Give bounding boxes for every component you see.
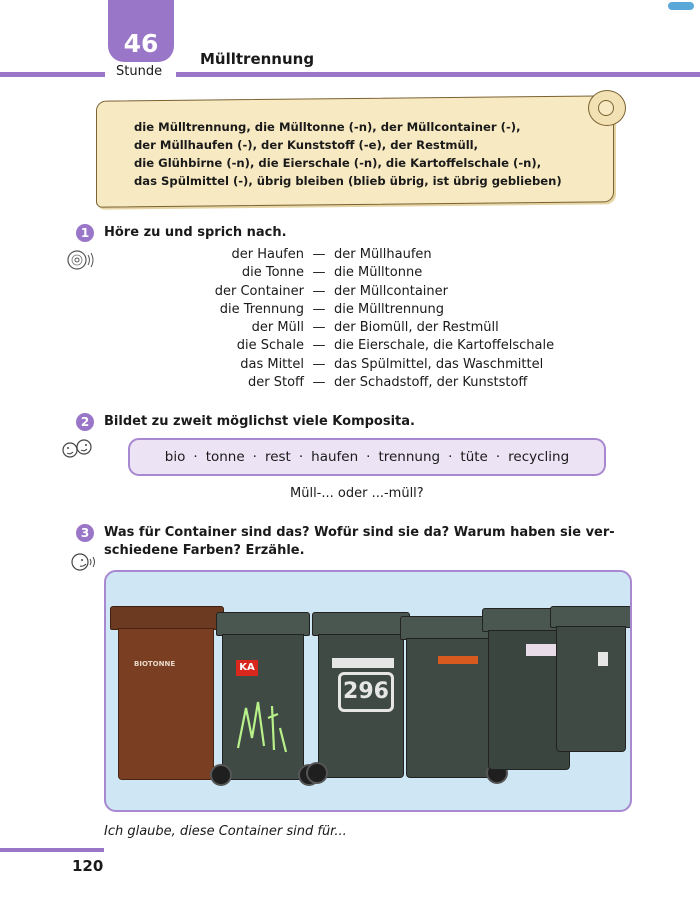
bin-label-ka: KA bbox=[236, 660, 258, 676]
word-pair-row bbox=[150, 337, 594, 355]
word-chip: tonne bbox=[205, 449, 245, 465]
vocabulary-line: die Glühbirne (-n), die Eierschale (-n), die Kartoffelschale (-n), bbox=[134, 156, 542, 170]
bin-wheel bbox=[306, 762, 328, 784]
scroll-curl-inner-decoration bbox=[598, 100, 614, 116]
vocabulary-list bbox=[134, 118, 604, 190]
word-chip: recycling bbox=[508, 449, 570, 465]
exercise-2-instruction: Bildet zu zweit möglichst viele Komposita. bbox=[104, 414, 415, 429]
word-pair-row bbox=[150, 319, 594, 337]
brown-bin bbox=[110, 606, 222, 782]
pair-base-word: das Mittel bbox=[240, 356, 304, 372]
footer-rule bbox=[0, 848, 104, 852]
exercise-3-instruction-line1: Was für Container sind das? Wofür sind sie da? Warum haben sie ver- bbox=[104, 525, 615, 540]
vocabulary-line: die Mülltrennung, die Mülltonne (-n), der Müllcontainer (-), bbox=[134, 120, 521, 134]
pair-base-word: die Tonne bbox=[241, 265, 304, 281]
pair-dash: — bbox=[312, 247, 326, 262]
grey-bin-296 bbox=[312, 612, 408, 780]
word-pairs bbox=[150, 246, 594, 392]
pair-compound-word: der Biomüll, der Restmüll bbox=[334, 320, 499, 336]
word-separator: · bbox=[448, 449, 453, 465]
bin-label-bio: BIOTONNE bbox=[134, 660, 176, 668]
pair-dash: — bbox=[312, 320, 326, 336]
cd-audio-icon bbox=[66, 248, 96, 272]
pair-work-icon bbox=[60, 438, 90, 462]
word-separator: · bbox=[366, 449, 371, 465]
page-title: Mülltrennung bbox=[200, 50, 315, 68]
bin-orange-sticker bbox=[438, 656, 478, 664]
lesson-number: 46 bbox=[123, 29, 159, 58]
bin-number-296: 296 bbox=[338, 672, 394, 712]
word-chip: tüte bbox=[460, 449, 488, 465]
pair-compound-word: der Schadstoff, der Kunststoff bbox=[334, 375, 528, 391]
pair-dash: — bbox=[312, 338, 326, 354]
compound-hint: Müll-... oder ...-müll? bbox=[290, 486, 424, 501]
bin-wheel bbox=[210, 764, 232, 786]
word-chip: haufen bbox=[311, 449, 359, 465]
exercise-3-instruction-line2: schiedene Farben? Erzähle. bbox=[104, 543, 305, 558]
word-pair-row bbox=[150, 246, 594, 264]
speaking-icon bbox=[68, 550, 98, 574]
bin-white-stripe bbox=[332, 658, 394, 668]
publisher-logo-icon bbox=[668, 2, 694, 10]
pair-compound-word: die Mülltonne bbox=[334, 265, 423, 281]
pair-dash: — bbox=[312, 283, 326, 299]
pair-base-word: der Stoff bbox=[248, 375, 304, 391]
pair-dash: — bbox=[312, 356, 326, 372]
grey-bin bbox=[550, 606, 630, 754]
word-separator: · bbox=[193, 449, 198, 465]
word-chip: trennung bbox=[378, 449, 441, 465]
word-chip: rest bbox=[264, 449, 291, 465]
page-number: 120 bbox=[72, 857, 104, 875]
pair-dash: — bbox=[312, 265, 326, 281]
bin-sticker bbox=[598, 652, 608, 666]
word-pair-row bbox=[150, 374, 594, 392]
vocabulary-line: das Spülmittel (-), übrig bleiben (blieb übrig, ist übrig geblieben) bbox=[134, 174, 562, 188]
word-pair-row bbox=[150, 283, 594, 301]
pair-dash: — bbox=[312, 301, 326, 317]
header-rule-right bbox=[176, 72, 700, 77]
pair-base-word: der Container bbox=[214, 283, 304, 299]
word-pair-row bbox=[150, 264, 594, 282]
pair-compound-word: die Eierschale, die Kartoffelschale bbox=[334, 338, 555, 354]
lesson-label: Stunde bbox=[116, 64, 163, 79]
vocabulary-line: der Müllhaufen (-), der Kunststoff (-e), der Restmüll, bbox=[134, 138, 479, 152]
word-pair-row bbox=[150, 301, 594, 319]
pair-base-word: der Haufen bbox=[231, 247, 304, 262]
word-separator: · bbox=[298, 449, 304, 465]
pair-compound-word: das Spülmittel, das Waschmittel bbox=[334, 356, 544, 372]
pair-compound-word: der Müllcontainer bbox=[334, 283, 449, 299]
word-separator: · bbox=[252, 449, 257, 465]
graffiti-decoration bbox=[234, 688, 290, 758]
conclusion-sentence: Ich glaube, diese Container sind für... bbox=[104, 824, 347, 839]
exercise-1-number: 1 bbox=[76, 224, 94, 242]
pair-dash: — bbox=[312, 375, 326, 391]
grey-bin-ka bbox=[216, 612, 308, 782]
lesson-number-tab bbox=[108, 0, 174, 62]
pair-base-word: der Müll bbox=[251, 320, 304, 336]
pair-base-word: die Trennung bbox=[219, 301, 304, 317]
pair-compound-word: die Mülltrennung bbox=[334, 301, 445, 317]
exercise-3-number: 3 bbox=[76, 524, 94, 542]
compound-word-box bbox=[128, 438, 606, 476]
word-pair-row bbox=[150, 356, 594, 374]
exercise-1-instruction: Höre zu und sprich nach. bbox=[104, 225, 287, 240]
waste-bins-photo bbox=[104, 570, 632, 812]
pair-base-word: die Schale bbox=[236, 338, 304, 354]
word-separator: · bbox=[495, 449, 501, 465]
header-rule-left bbox=[0, 72, 105, 77]
word-chip: bio bbox=[164, 449, 186, 465]
pair-compound-word: der Müllhaufen bbox=[334, 247, 432, 262]
exercise-2-number: 2 bbox=[76, 413, 94, 431]
